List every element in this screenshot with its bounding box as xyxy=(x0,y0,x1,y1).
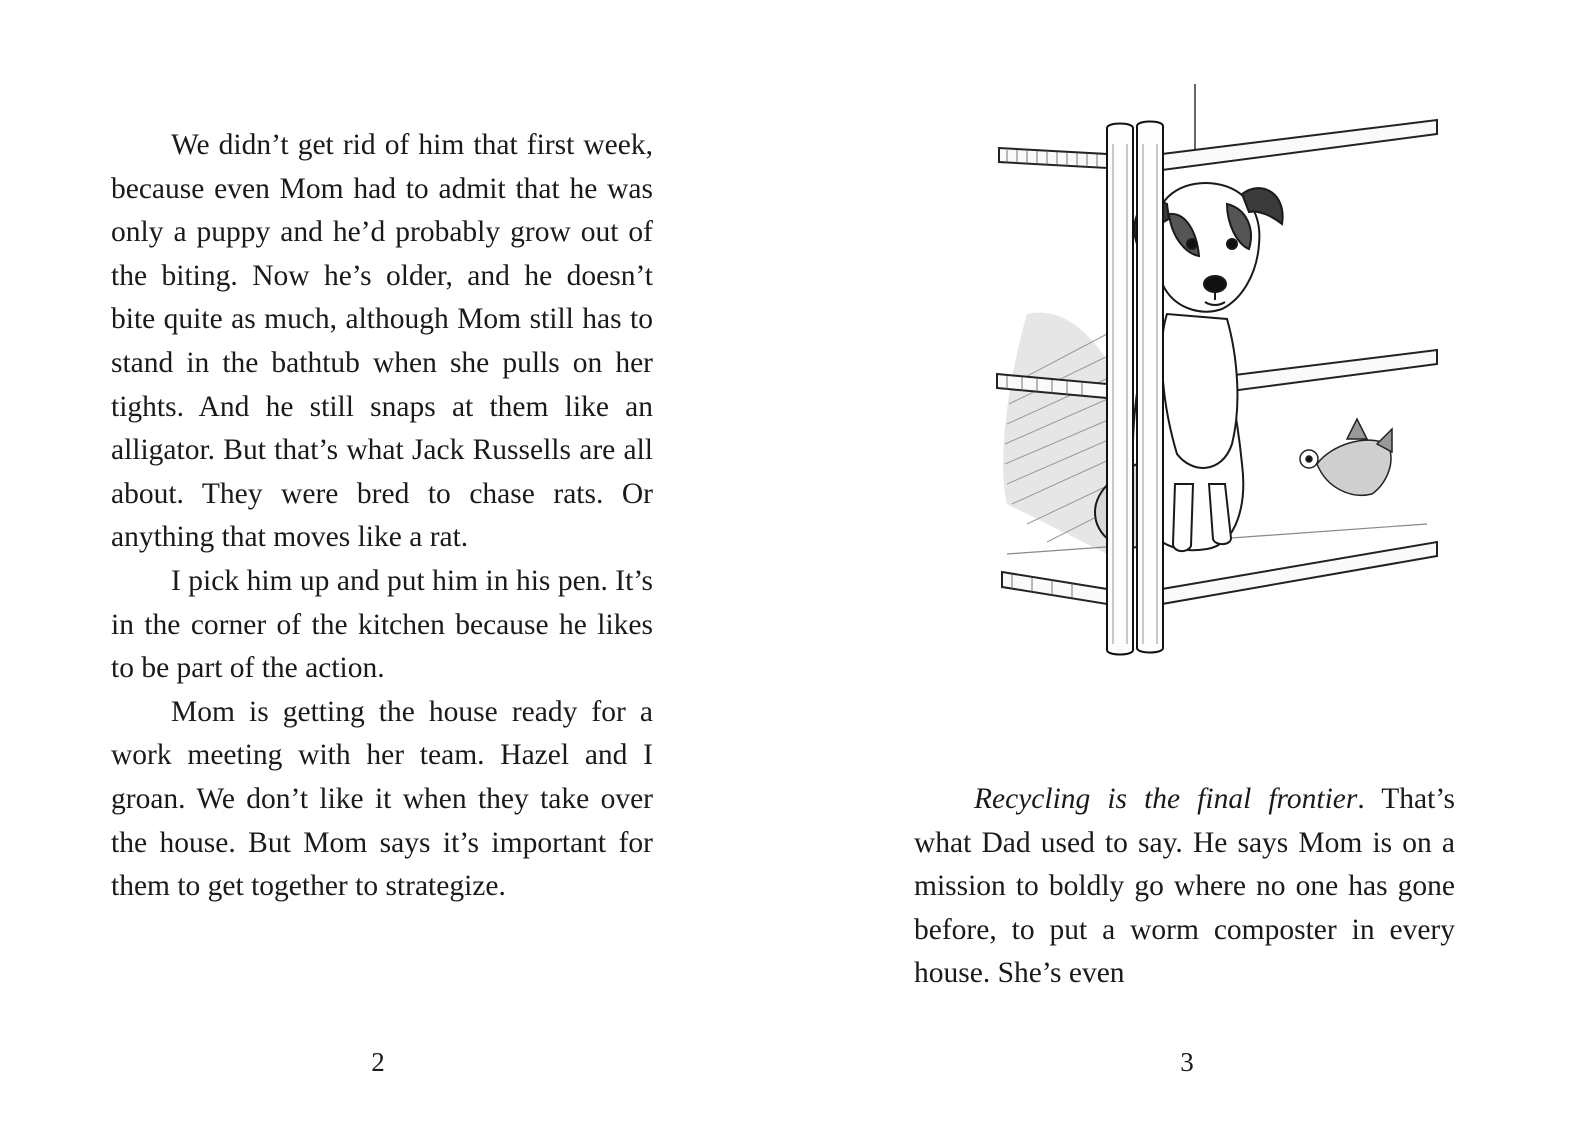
jack-russell-puppy-in-pen-illustration xyxy=(987,84,1447,656)
left-page xyxy=(0,0,787,1144)
right-page xyxy=(787,0,1575,1144)
stuffed-toy xyxy=(1300,419,1392,495)
paragraph: Mom is getting the house ready for a work meeting with her team. Hazel and I groan. We don’t like it when they take over the house. But Mom says it’s important for them to get together to strategize. xyxy=(111,695,653,903)
page-number: 2 xyxy=(371,1047,385,1077)
paragraph xyxy=(914,778,1455,996)
left-page-text xyxy=(111,124,653,909)
pen-posts xyxy=(1107,122,1163,655)
right-page-text xyxy=(914,778,1455,996)
page-number: 3 xyxy=(1180,1047,1194,1077)
italic-phrase: Recycling is the final frontier xyxy=(974,783,1358,815)
paragraph-continuation: . That’s what Dad used to say. He says Mom is on a mission to boldly go where no one has gone before, to put a worm composter in every house. She’s even xyxy=(914,783,1456,990)
paragraph: I pick him up and put him in his pen. It’s in the corner of the kitchen because he likes to be part of the action. xyxy=(111,564,653,685)
paragraph: We didn’t get rid of him that first week, because even Mom had to admit that he was only a puppy and he’d probably grow out of the biting. Now he’s older, and he doesn’t bite quite as much, although Mom still has to stand in the bathtub when she pulls on her tights. And he still snaps at them like an alligator. But that’s what Jack Russells are all about. They were bred to chase rats. Or anything that moves like a rat. xyxy=(111,129,653,554)
